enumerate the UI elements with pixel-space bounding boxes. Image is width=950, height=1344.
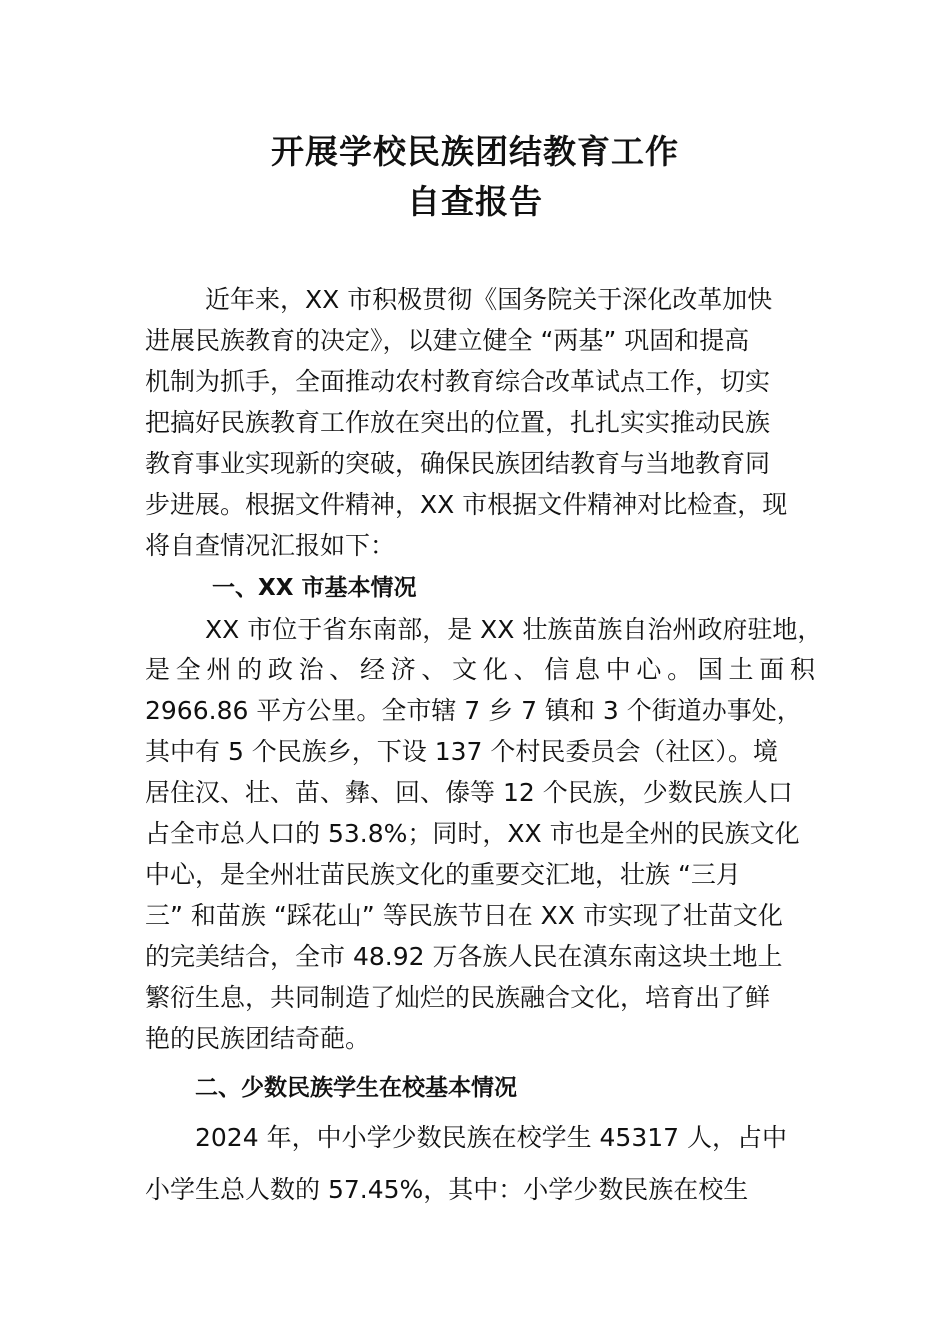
intro-line: 近年来，XX 市积极贯彻《国务院关于深化改革加快 bbox=[205, 285, 773, 314]
section1-line: 繁衍生息，共同制造了灿烂的民族融合文化，培育出了鲜 bbox=[145, 983, 771, 1012]
section2-line: 2024 年，中小学少数民族在校学生 45317 人，占中 bbox=[195, 1123, 787, 1152]
document-title-line2: 自查报告 bbox=[407, 182, 543, 221]
section2-heading: 二、少数民族学生在校基本情况 bbox=[195, 1075, 517, 1101]
intro-line: 把搞好民族教育工作放在突出的位置，扎扎实实推动民族 bbox=[145, 408, 771, 437]
section2-line: 小学生总人数的 57.45%，其中：小学少数民族在校生 bbox=[145, 1175, 749, 1204]
section1-line: 其中有 5 个民族乡，下设 137 个村民委员会（社区）。境 bbox=[145, 737, 778, 766]
section1-line: 的完美结合，全市 48.92 万各族人民在滇东南这块土地上 bbox=[145, 942, 783, 971]
section1-line: 是全州的政治、经济、文化、信息中心。国土面积 bbox=[145, 655, 815, 684]
section1-line: 居住汉、壮、苗、彝、回、傣等 12 个民族，少数民族人口 bbox=[145, 778, 793, 807]
intro-line: 进展民族教育的决定》，以建立健全 “两基” 巩固和提高 bbox=[145, 326, 750, 355]
section1-line: 艳的民族团结奇葩。 bbox=[145, 1024, 371, 1053]
section1-line: 三” 和苗族 “踩花山” 等民族节日在 XX 市实现了壮苗文化 bbox=[145, 901, 783, 930]
intro-line: 将自查情况汇报如下： bbox=[145, 531, 396, 560]
section1-line: 2966.86 平方公里。全市辖 7 乡 7 镇和 3 个街道办事处， bbox=[145, 696, 802, 725]
intro-line: 教育事业实现新的突破，确保民族团结教育与当地教育同 bbox=[145, 449, 771, 478]
intro-line: 步进展。根据文件精神，XX 市根据文件精神对比检查，现 bbox=[145, 490, 788, 519]
intro-line: 机制为抓手，全面推动农村教育综合改革试点工作，切实 bbox=[145, 367, 771, 396]
section1-line: 占全市总人口的 53.8%；同时，XX 市也是全州的民族文化 bbox=[145, 819, 800, 848]
section1-heading: 一、XX 市基本情况 bbox=[212, 575, 417, 601]
document-title-line1: 开展学校民族团结教育工作 bbox=[271, 132, 679, 171]
section1-line: XX 市位于省东南部，是 XX 壮族苗族自治州政府驻地， bbox=[205, 615, 823, 644]
section1-line: 中心，是全州壮苗民族文化的重要交汇地，壮族 “三月 bbox=[145, 860, 741, 889]
